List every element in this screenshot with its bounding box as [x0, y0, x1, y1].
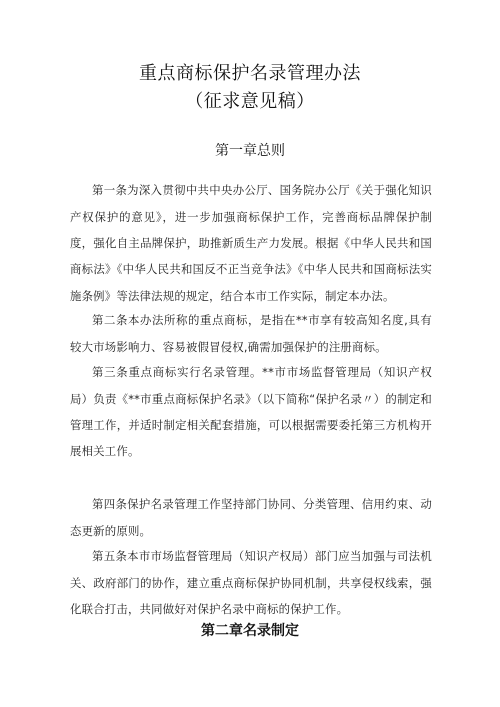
article-4-paragraph: 第四条保护名录管理工作坚持部门协同、分类管理、信用约束、动态更新的原则。	[70, 497, 432, 538]
chapter-1-heading: 第一章总则	[215, 143, 285, 159]
article-2-paragraph: 第二条本办法所称的重点商标，是指在**市享有较高知名度,具有较大市场影响力、容易被假冒侵权,确需加强保护的注册商标。	[70, 313, 432, 354]
document-subtitle: （征求意见稿）	[185, 91, 315, 112]
document-title: 重点商标保护名录管理办法	[139, 63, 361, 84]
chapter-2-heading: 第二章名录制定	[201, 623, 299, 639]
article-3-paragraph: 第三条重点商标实行名录管理。**市市场监督管理局（知识产权局）负责《**市重点商标保护名录》（以下简称“保护名录〃）的制定和管理工作，并适时制定相关配套措施，可以根据需要委托第三方机构开展相关工作。	[70, 365, 432, 459]
article-5-paragraph: 第五条本市市场监督管理局（知识产权局）部门应当加强与司法机关、政府部门的协作，建立重点商标保护协同机制，共享侵权线索，强化联合打击，共同做好对保护名录中商标的保护工作。	[70, 549, 432, 616]
article-1-paragraph: 第一条为深入贯彻中共中央办公厅、国务院办公厅《关于强化知识产权保护的意见》，进一步加强商标保护工作，完善商标品牌保护制度，强化自主品牌保护，助推新质生产力发展。根据《中华人民共和国商标法》《中华人民共和国反不正当竞争法》《中华人民共和国商标法实施条例》等法律法规的规定，结合本市工作实际，制定本办法。	[70, 183, 432, 303]
